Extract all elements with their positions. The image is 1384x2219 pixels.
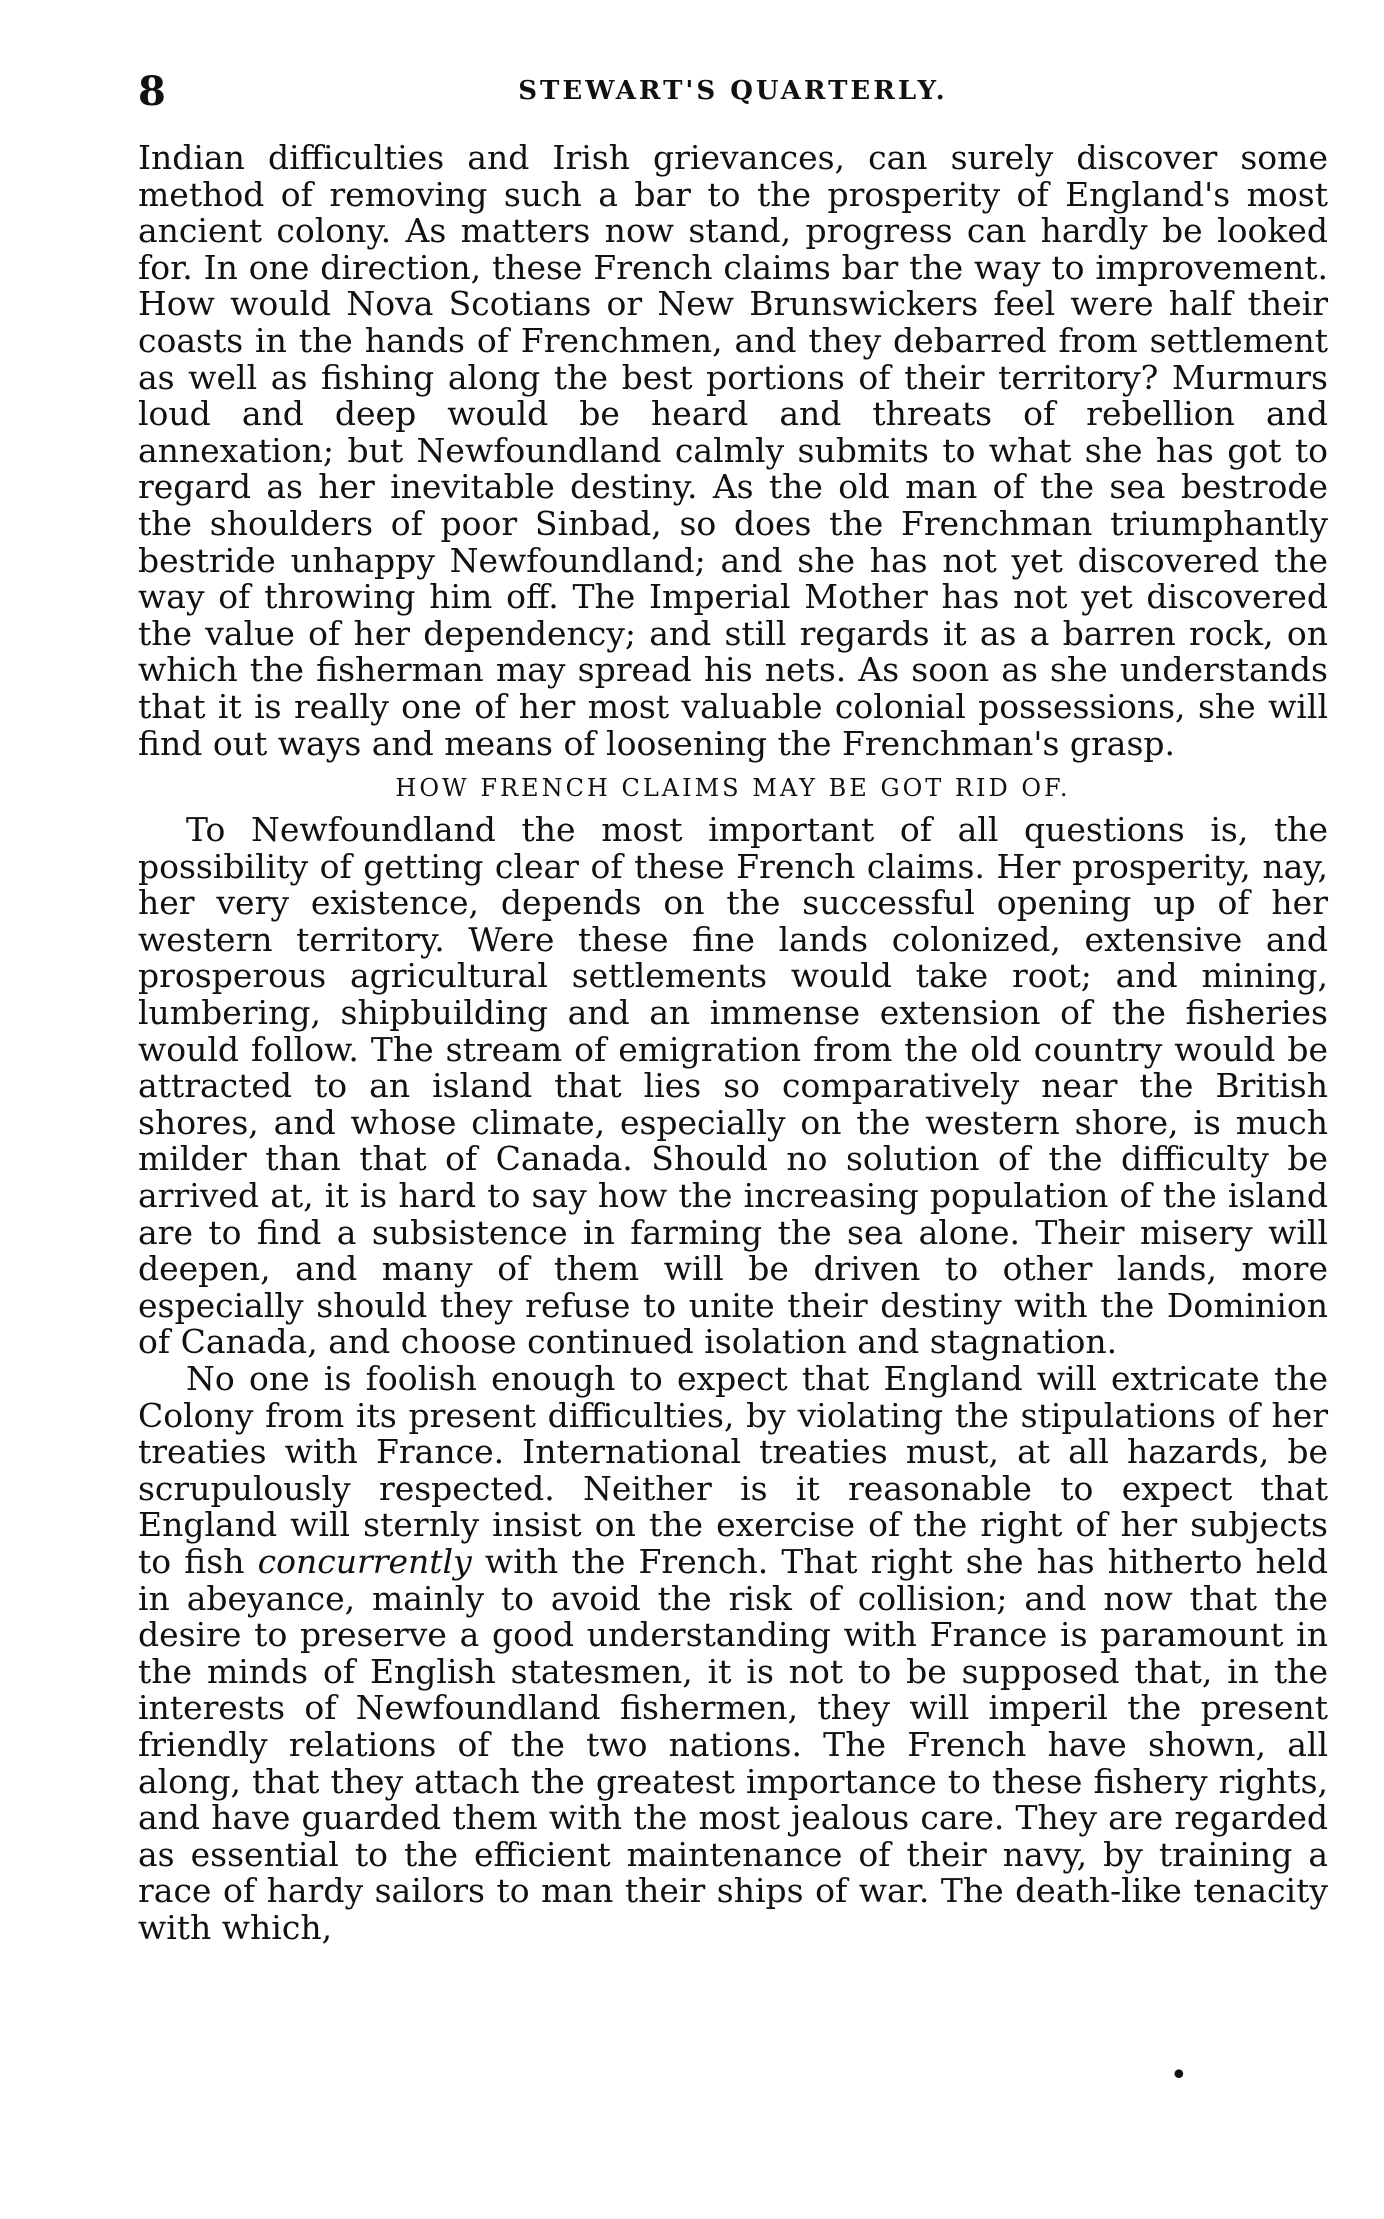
journal-title: STEWART'S QUARTERLY. — [518, 76, 948, 106]
book-page — [138, 68, 1328, 1947]
section-heading: HOW FRENCH CLAIMS MAY BE GOT RID OF. — [395, 774, 1071, 803]
paragraph-2-text-end: with the French. That right she has hitherto held in abeyance, mainly to avoid the risk of collision; and now that the desire to preserve a good understanding with France is paramount in the minds of English statesmen, it is not to be supposed that, in the interests of Newfoundland fishermen, they will imperil the present friendly relations of the two nations. The French have shown, all along, that they attach the greatest importance to these fishery rights, and have guarded them with the most jealous care. They are regarded as essential to the efficient maintenance of their navy, by training a race of hardy sailors to man their ships of war. The death-like tenacity with which, — [138, 1541, 1328, 1947]
section-paragraph-1: To Newfoundland the most important of all questions is, the possibility of getting clear of these French claims. Her prosperity, nay, her very existence, depends on the successful opening up of her western territory. Were these fine lands colonized, extensive and prosperous agricultural settlements would take root; and mining, lumbering, shipbuilding and an immense extension of the fisheries would follow. The stream of emigration from the old country would be attracted to an island that lies so comparatively near the British shores, and whose climate, especially on the western shore, is much milder than that of Canada. Should no solution of the difficulty be arrived at, it is hard to say how the increasing population of the island are to find a subsistence in farming the sea alone. Their misery will deepen, and many of them will be driven to other lands, more especially should they refuse to unite their destiny with the Dominion of Canada, and choose continued isolation and stagnation. — [138, 810, 1328, 1362]
opening-text — [138, 140, 1328, 762]
section-paragraph-2 — [138, 1361, 1328, 1947]
page-number: 8 — [138, 68, 166, 115]
italic-word: concurrently — [257, 1541, 472, 1581]
opening-paragraph: Indian difficulties and Irish grievances, can surely discover some method of removing such a bar to the prosperity of England's most ancient colony. As matters now stand, progress can hardly be looked for. In one direction, these French claims bar the way to improvement. How would Nova Scotians or New Brunswickers feel were half their coasts in the hands of Frenchmen, and they debarred from settlement as well as fishing along the best portions of their territory? Murmurs loud and deep would be heard and threats of rebellion and annexation; but Newfoundland calmly submits to what she has got to regard as her inevitable destiny. As the old man of the sea bestrode the shoulders of poor Sinbad, so does the Frenchman triumphantly bestride unhappy Newfoundland; and she has not yet discovered the way of throwing him off. The Imperial Mother has not yet discovered the value of her dependency; and still regards it as a barren rock, on which the fisherman may spread his nets. As soon as she understands that it is really one of her most valuable colonial possessions, she will find out ways and means of loosening the Frenchman's grasp. — [138, 138, 1328, 763]
paragraph-2-text-start: No one is foolish enough to expect that England will extricate the Colony from its present difficulties, by violating the stipulations of her treaties with France. International treaties must, at all hazards, be scrupulously respected. Neither is it reasonable to expect that England will sternly insist on the exercise of the right of her subjects to fish — [138, 1359, 1328, 1581]
page-end-mark: • — [1170, 2058, 1188, 2093]
section-body — [138, 812, 1328, 1946]
running-header — [138, 68, 1328, 120]
